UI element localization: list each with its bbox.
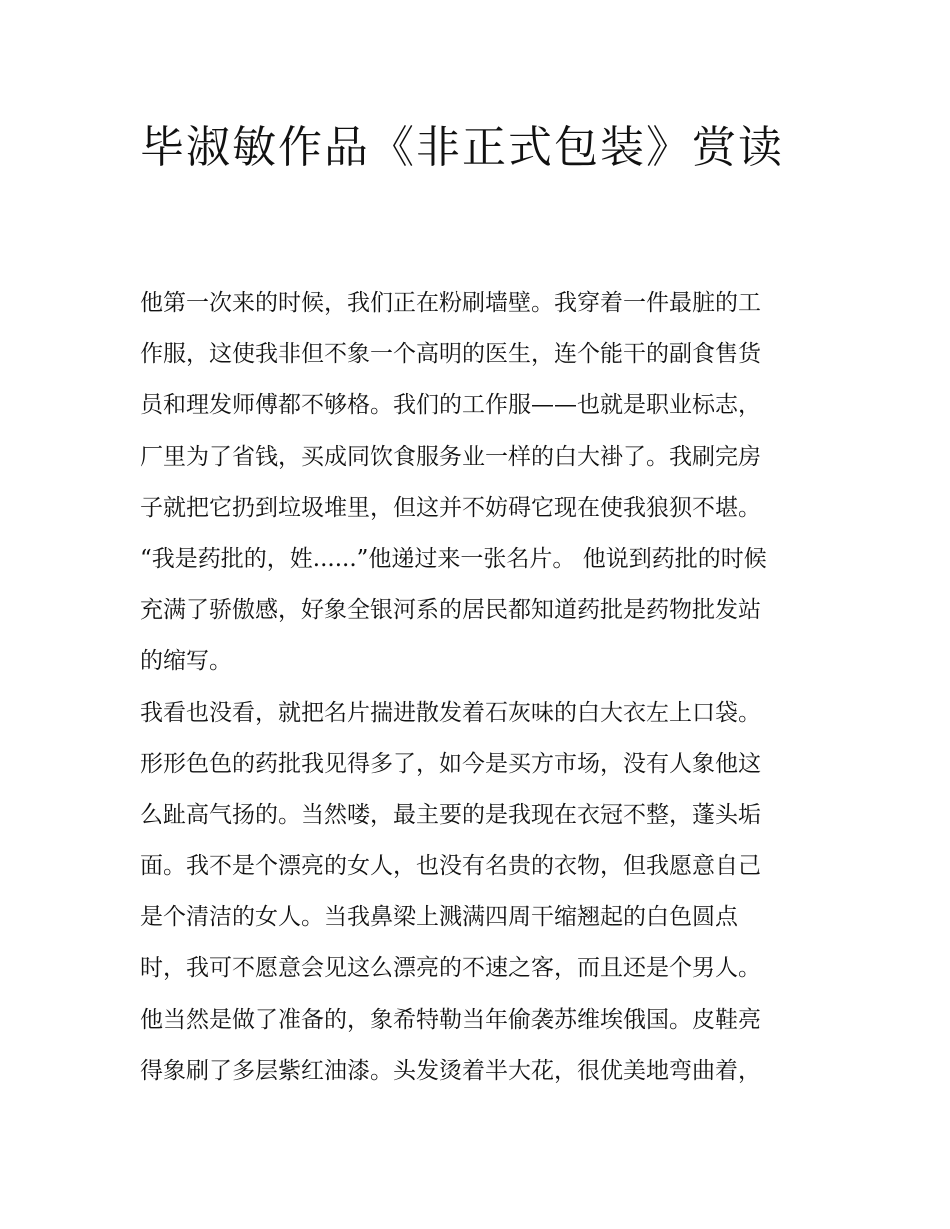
text-line: 作服，这使我非但不象一个高明的医生，连个能干的副食售货 [140,341,761,368]
text-line: 的缩写。 [140,648,232,675]
text-line: 我看也没看，就把名片揣进散发着石灰味的白大衣左上口袋。 [140,699,761,726]
text-line: 形形色色的药批我见得多了，如今是买方市场，没有人象他这 [140,750,761,777]
text-line: 充满了骄傲感，好象全银河系的居民都知道药批是药物批发站 [140,597,761,624]
text-line: 他当然是做了准备的，象希特勒当年偷袭苏维埃俄国。皮鞋亮 [140,1006,761,1033]
text-line: 得象刷了多层紫红油漆。头发烫着半大花，很优美地弯曲着， [140,1057,761,1084]
document-title: 毕淑敏作品《非正式包装》赏读 [140,122,784,173]
text-line: 他第一次来的时候，我们正在粉刷墙壁。我穿着一件最脏的工 [140,290,761,316]
text-line: 员和理发师傅都不够格。我们的工作服——也就是职业标志， [140,392,761,419]
text-line: 面。我不是个漂亮的女人，也没有名贵的衣物，但我愿意自己 [140,853,761,880]
text-line: 厂里为了省钱，买成同饮食服务业一样的白大褂了。我刷完房 [140,443,761,470]
text-line: 时，我可不愿意会见这么漂亮的不速之客，而且还是个男人。 [140,955,761,982]
text-line: 子就把它扔到垃圾堆里，但这并不妨碍它现在使我狼狈不堪。 [140,494,761,521]
document-body [140,278,820,1097]
text-line: 是个清洁的女人。当我鼻梁上溅满四周干缩翘起的白色圆点 [140,904,738,931]
text-line: 么趾高气扬的。当然喽，最主要的是我现在衣冠不整，蓬头垢 [140,801,761,828]
text-line: “我是药批的，姓......”他递过来一张名片。 他说到药批的时候 [140,545,767,572]
